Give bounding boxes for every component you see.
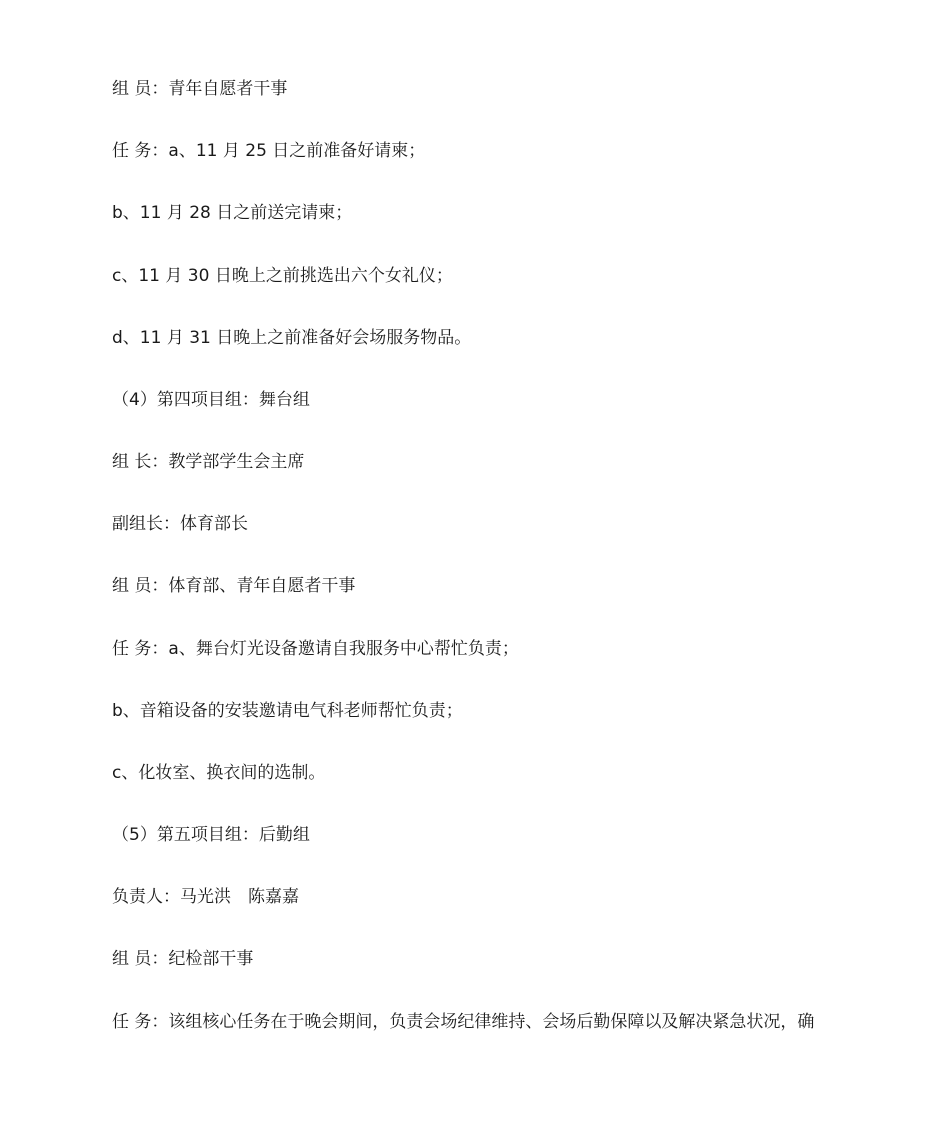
stage-task-c-line: c、化妆室、换衣间的选制。 bbox=[112, 763, 326, 783]
task-a-line: 任 务：a、11 月 25 日之前准备好请柬； bbox=[112, 141, 426, 161]
section-heading-stage-group: （4）第四项目组：舞台组 bbox=[112, 390, 310, 410]
task-d-line: d、11 月 31 日晚上之前准备好会场服务物品。 bbox=[112, 328, 472, 348]
stage-task-b-line: b、音箱设备的安装邀请电气科老师帮忙负责； bbox=[112, 701, 463, 721]
members-line: 组 员：青年自愿者干事 bbox=[112, 79, 288, 99]
logistics-task-line: 任 务：该组核心任务在于晚会期间，负责会场纪律维持、会场后勤保障以及解决紧急状况，确 bbox=[112, 1012, 815, 1032]
stage-members-line: 组 员：体育部、青年自愿者干事 bbox=[112, 576, 356, 596]
task-c-line: c、11 月 30 日晚上之前挑选出六个女礼仪； bbox=[112, 266, 453, 286]
task-b-line: b、11 月 28 日之前送完请柬； bbox=[112, 203, 353, 223]
deputy-leader-line: 副组长：体育部长 bbox=[112, 514, 248, 534]
logistics-members-line: 组 员：纪检部干事 bbox=[112, 949, 254, 969]
stage-task-a-line: 任 务：a、舞台灯光设备邀请自我服务中心帮忙负责； bbox=[112, 639, 519, 659]
responsible-person-line: 负责人：马光洪 陈嘉嘉 bbox=[112, 887, 299, 907]
group-leader-line: 组 长：教学部学生会主席 bbox=[112, 452, 305, 472]
section-heading-logistics-group: （5）第五项目组：后勤组 bbox=[112, 825, 310, 845]
